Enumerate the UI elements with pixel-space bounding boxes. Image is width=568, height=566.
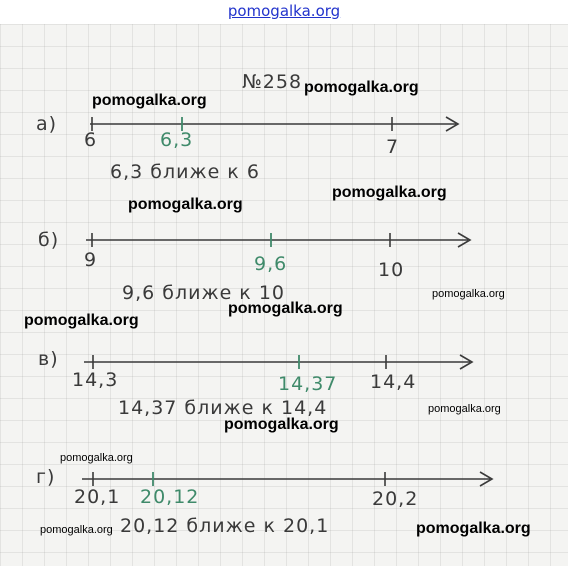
tick-c-mid: 14,37 (278, 373, 338, 395)
problem-b-label: б) (38, 229, 60, 251)
watermark: pomogalka.org (428, 403, 501, 415)
watermark: pomogalka.org (416, 520, 531, 537)
tick-d-start: 20,1 (74, 486, 121, 508)
problem-c-label: в) (38, 348, 59, 370)
tick-b-mid: 9,6 (254, 253, 288, 275)
number-line-d (82, 472, 492, 486)
problem-d-label: г) (36, 466, 56, 488)
problem-a-label: а) (36, 113, 58, 135)
number-line-c (84, 355, 472, 369)
watermark: pomogalka.org (92, 92, 207, 109)
site-link[interactable]: pomogalka.org (227, 2, 341, 20)
watermark: pomogalka.org (128, 196, 243, 213)
tick-a-mid: 6,3 (160, 129, 194, 151)
tick-b-end: 10 (378, 259, 405, 281)
tick-a-end: 7 (386, 136, 400, 158)
answer-d: 20,12 ближе к 20,1 (120, 515, 330, 537)
answer-b: 9,6 ближе к 10 (122, 282, 286, 304)
number-line-b (86, 233, 470, 247)
watermark: pomogalka.org (60, 452, 133, 464)
answer-c: 14,37 ближе к 14,4 (118, 397, 328, 419)
watermark: pomogalka.org (24, 312, 139, 329)
tick-c-end: 14,4 (370, 371, 417, 393)
watermark: pomogalka.org (224, 416, 339, 433)
tick-c-start: 14,3 (72, 369, 119, 391)
tick-d-end: 20,2 (372, 488, 419, 510)
watermark: pomogalka.org (228, 300, 343, 317)
watermark: pomogalka.org (40, 524, 113, 536)
watermark: pomogalka.org (432, 288, 505, 300)
answer-a: 6,3 ближе к 6 (110, 161, 260, 183)
number-line-a (90, 117, 458, 131)
tick-b-start: 9 (84, 249, 98, 271)
tick-a-start: 6 (84, 129, 98, 151)
watermark: pomogalka.org (332, 184, 447, 201)
task-number: №258 (242, 71, 303, 93)
tick-d-mid: 20,12 (140, 486, 200, 508)
watermark: pomogalka.org (304, 79, 419, 96)
